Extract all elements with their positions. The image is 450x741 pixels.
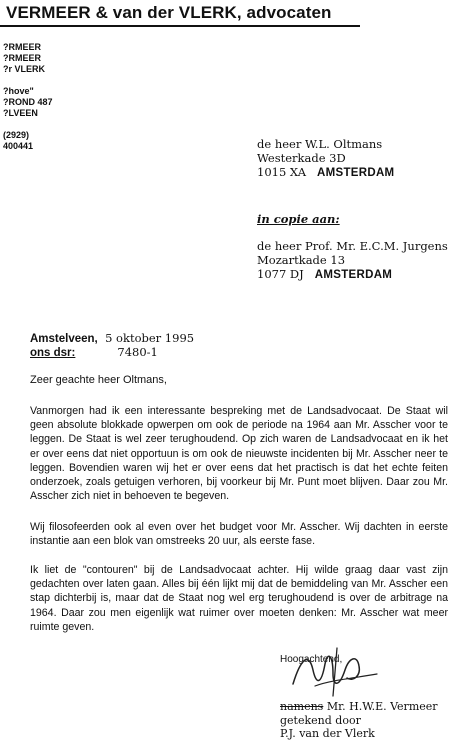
paragraph-1: Vanmorgen had ik een interessante bespreking met de Landsadvocaat. De Staat wil geen absolute blokkade opwerpen om ook de periode na 1964 aan Mr. Asscher voor te leggen. De Staat is wel zeer terughoudend. Op zich waren de Landsadvocaat en ik het er over eens dat niet opportuun is om ook de nieuwste incidenten bij Mr. Asscher neer te leggen. Bovendien waren wij het er over eens dat het practisch is dat het echte feiten onderzoek, zoals getuigen verhoren, bij voorkeur bij Mr. Punt moet blijven. Daar zou Mr. Asscher zich niet in behoeven te begeven. bbox=[30, 405, 448, 503]
salutation: Zeer geachte heer Oltmans, bbox=[30, 374, 167, 386]
recipient-city-line bbox=[257, 165, 394, 180]
header-rule bbox=[0, 25, 360, 27]
firm-name: VERMEER & van der VLERK, advocaten bbox=[6, 3, 332, 22]
copy-postcode: 1077 DJ bbox=[257, 267, 304, 281]
recipient-address bbox=[257, 137, 394, 180]
date-line bbox=[30, 331, 194, 345]
reference-value: 7480-1 bbox=[117, 345, 158, 359]
closing: Hoogachtend, bbox=[280, 654, 343, 665]
recipient-city: AMSTERDAM bbox=[316, 167, 395, 179]
recipient-name: de heer W.L. Oltmans bbox=[257, 137, 383, 151]
sidebar-name-1: ?RMEER bbox=[3, 42, 41, 52]
copy-city: AMSTERDAM bbox=[314, 269, 393, 281]
handwritten-signature bbox=[275, 640, 385, 700]
sidebar-address-3: ?LVEEN bbox=[3, 108, 38, 118]
sidebar-name-3: ?r VLERK bbox=[3, 64, 46, 74]
sidebar-name-2: ?RMEER bbox=[3, 53, 41, 63]
sidebar-phone-2: 400441 bbox=[3, 141, 34, 151]
signoff-name: Mr. H.W.E. Vermeer bbox=[326, 700, 438, 713]
sidebar-address-2: ?ROND 487 bbox=[3, 97, 53, 107]
paragraph-2: Wij filosofeerden ook al even over het budget voor Mr. Asscher. Wij dachten in eerste instantie aan een blok van omstreeks 20 uur, als eerste fase. bbox=[30, 521, 448, 548]
letter-date: 5 oktober 1995 bbox=[105, 331, 195, 345]
sidebar-names bbox=[3, 42, 45, 75]
recipient-postcode: 1015 XA bbox=[257, 165, 307, 179]
copy-name: de heer Prof. Mr. E.C.M. Jurgens bbox=[257, 239, 448, 253]
sidebar-phone bbox=[3, 130, 33, 152]
copy-address bbox=[257, 239, 448, 282]
recipient-street: Westerkade 3D bbox=[257, 151, 346, 165]
copy-city-line bbox=[257, 267, 448, 282]
copy-street: Mozartkade 13 bbox=[257, 253, 346, 267]
signed-by: getekend door bbox=[280, 713, 361, 727]
reference-line bbox=[30, 345, 158, 359]
signoff-line-1 bbox=[280, 700, 438, 714]
struck-word: namens bbox=[280, 700, 324, 713]
signer-name: P.J. van der Vlerk bbox=[280, 727, 375, 740]
sign-block bbox=[280, 700, 438, 741]
sidebar-address-1: ?hove" bbox=[3, 86, 34, 96]
sidebar-phone-1: (2929) bbox=[3, 130, 30, 140]
place: Amstelveen, bbox=[30, 333, 98, 345]
sidebar-address bbox=[3, 86, 53, 119]
copy-heading: in copie aan: bbox=[257, 212, 340, 226]
reference-label: ons dsr: bbox=[30, 347, 76, 359]
paragraph-3: Ik liet de "contouren" bij de Landsadvocaat achter. Hij wilde graag daar vast zijn gedachten over laten gaan. Alles bij één lijkt mij dat de bemiddeling van Mr. Asscher een stap dichterbij is, maar dat de Staat nog wel erg terughoudend is over de arbitrage na 1964. Daar zou men eigenlijk wat ruimer over moeten denken: Mr. Asscher wat meer ruimte geven. bbox=[30, 564, 448, 633]
